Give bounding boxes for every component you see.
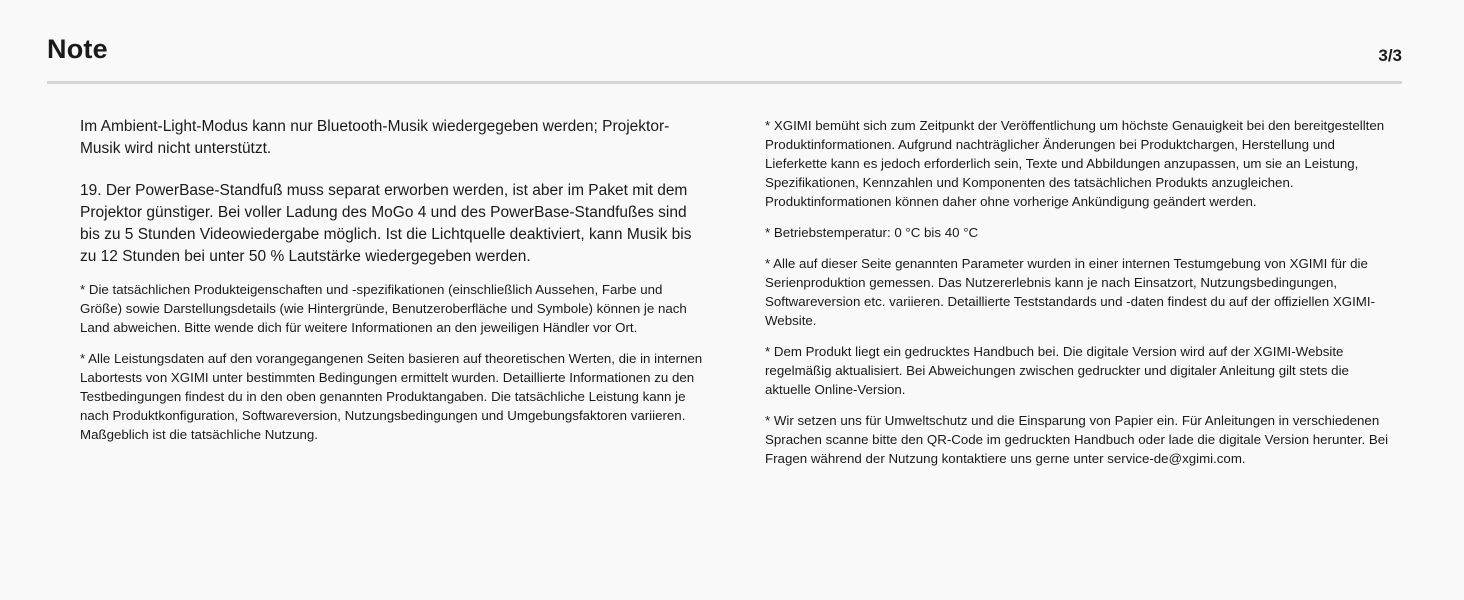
left-column [80,116,704,456]
disclaimer-accuracy: * XGIMI bemüht sich zum Zeitpunkt der Veröffentlichung um höchste Genauigkeit bei den bereitgestellten Produktinformationen. Aufgrund nachträglicher Änderungen bei Produktchargen, Herstellung und Lieferkette kann es jedoch erforderlich sein, Texte und Abbildungen anzupassen, um sie an Leistung, Spezifikationen, Kennzahlen und Komponenten des tatsächlichen Produkts anzugleichen. Produktinformationen können daher ohne vorherige Ankündigung geändert werden. [765,118,1385,209]
footnote-19-powerbase: 19. Der PowerBase-Standfuß muss separat erworben werden, ist aber im Paket mit dem Projektor günstiger. Bei voller Ladung des MoGo 4 und des PowerBase-Standfußes sind bis zu 5 Stunden Videowiedergabe möglich. Ist die Lichtquelle deaktiviert, kann Musik bis zu 12 Stunden bei unter 50 % Lautstärke wiedergegeben werden. [80,182,692,265]
header-divider [47,81,1402,84]
right-column [765,116,1395,480]
disclaimer-environment-contact: * Wir setzen uns für Umweltschutz und die Einsparung von Papier ein. Für Anleitungen in verschiedenen Sprachen scanne bitte den QR-Code im gedruckten Handbuch oder lade die digitale Version herunter. Bei Fragen während der Nutzung kontaktiere uns gerne unter service-de@xgimi.com. [765,413,1389,466]
operating-temperature: * Betriebstemperatur: 0 °C bis 40 °C [765,225,979,240]
ambient-light-note: Im Ambient-Light-Modus kann nur Bluetooth-Musik wiedergegeben werden; Projektor-Musik wird nicht unterstützt. [80,118,670,157]
disclaimer-test-parameters: * Alle auf dieser Seite genannten Parameter wurden in einer internen Testumgebung von XGIMI für die Serienproduktion gemessen. Das Nutzererlebnis kann je nach Einsatzort, Nutzungsbedingungen, Softwareversion etc. variieren. Detaillierte Teststandards und -daten findest du auf der offiziellen XGIMI-Website. [765,256,1376,328]
page-number: 3/3 [1378,46,1402,65]
disclaimer-performance-data: * Alle Leistungsdaten auf den vorangegangenen Seiten basieren auf theoretischen Werten, die in internen Labortests von XGIMI unter bestimmten Bedingungen ermittelt wurden. Detaillierte Informationen zu den Testbedingungen findest du in den oben genannten Produktangaben. Die tatsächliche Leistung kann je nach Produktkonfiguration, Softwareversion, Nutzungsbedingungen und Umgebungsfaktoren variieren. Maßgeblich ist die tatsächliche Nutzung. [80,351,703,442]
disclaimer-product-properties: * Die tatsächlichen Produkteigenschaften und -spezifikationen (einschließlich Aussehen, Farbe und Größe) sowie Darstellungsdetails (wie Hintergründe, Benutzeroberfläche und Symbole) können je nach Land abweichen. Bitte wende dich für weitere Informationen an den jeweiligen Händler vor Ort. [80,282,687,335]
disclaimer-printed-manual: * Dem Produkt liegt ein gedrucktes Handbuch bei. Die digitale Version wird auf der XGIMI-Website regelmäßig aktualisiert. Bei Abweichungen zwischen gedruckter und digitaler Anleitung gilt stets die aktuelle Online-Version. [765,344,1349,397]
page-title: Note [47,34,108,64]
